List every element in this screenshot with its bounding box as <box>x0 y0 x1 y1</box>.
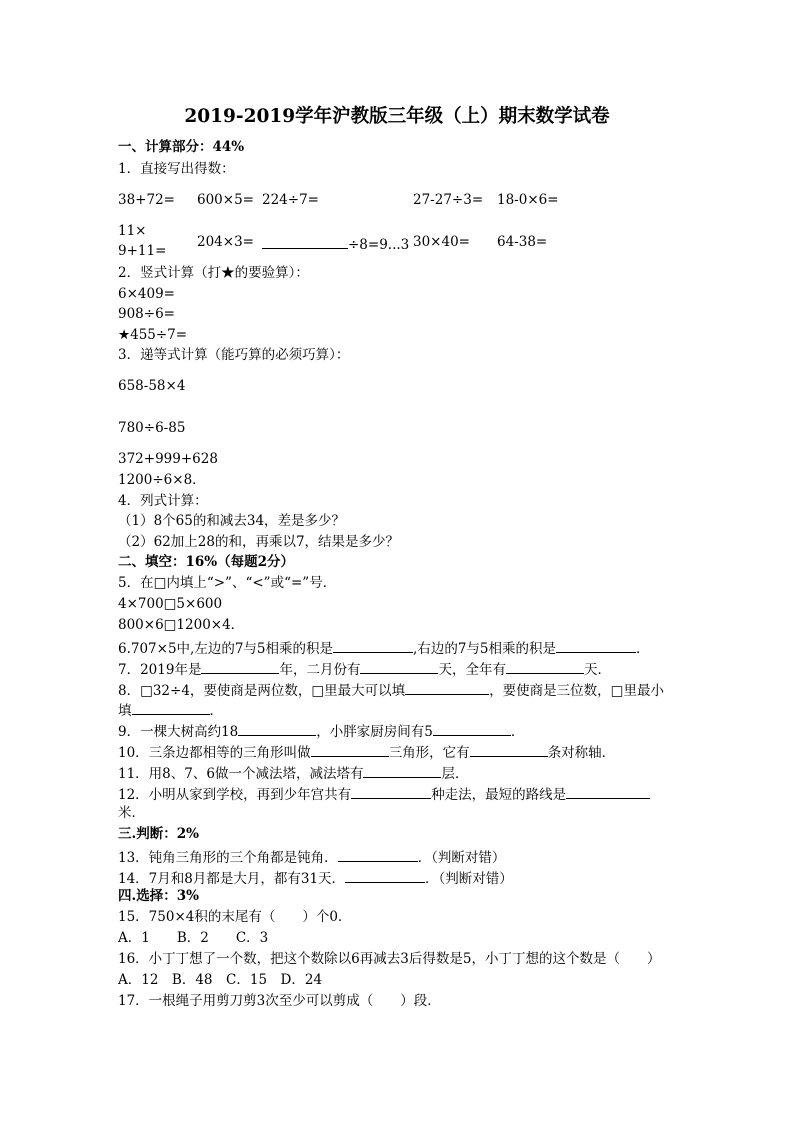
question-14: 14．7月和8月都是大月，都有31天． ．（判断对错） <box>118 871 513 887</box>
section-heading-choice: 四.选择：3% <box>118 888 199 904</box>
question-12: 12．小明从家到学校，再到少年宫共有 种走法，最短的路线是 <box>118 786 650 803</box>
calc-item: 600×5= <box>197 192 254 208</box>
answer-blank[interactable] <box>338 849 418 862</box>
question-9: 9．一棵大树高约18 ，小胖家厨房间有5 ． <box>118 724 525 740</box>
question-4: 4．列式计算： <box>118 493 208 509</box>
calc-item: 204×3= <box>197 234 254 250</box>
question-16: 16．小丁丁想了一个数，把这个数除以6再减去3后得数是5，小丁丁想的这个数是（ ） <box>118 951 661 967</box>
question-1: 1．直接写出得数： <box>118 161 235 177</box>
answer-blank[interactable] <box>360 661 438 674</box>
answer-blank[interactable] <box>405 682 489 695</box>
section-heading-judge: 三.判断：2% <box>118 826 199 842</box>
answer-blank[interactable] <box>566 786 650 799</box>
calc-item: 18-0×6= <box>497 192 559 208</box>
step-calc-item: 372+999+628 <box>118 451 218 467</box>
answer-blank[interactable] <box>433 723 511 736</box>
question-15-options: A．1 B．2 C．3 <box>118 930 269 946</box>
calc-item: 30×40= <box>413 234 470 250</box>
question-17: 17．一根绳子用剪刀剪3次至少可以剪成（ ）段． <box>118 993 441 1009</box>
section-heading-fill: 二、填空：16%（每题2分） <box>118 554 295 570</box>
section-heading-calculation: 一、计算部分：44% <box>118 139 245 155</box>
answer-blank[interactable] <box>262 236 348 249</box>
question-2: 2．竖式计算（打★的要验算）： <box>118 265 309 281</box>
step-calc-item: 658-58×4 <box>118 378 186 394</box>
answer-blank[interactable] <box>132 702 210 715</box>
calc-item: 38+72= <box>118 192 175 208</box>
question-12-cont: 米． <box>118 805 145 821</box>
question-16-options: A．12 B．48 C．15 D．24 <box>118 972 323 988</box>
question-7: 7．2019年是 年，二月份有 天，全年有 天． <box>118 662 611 678</box>
calc-item: 9+11= <box>118 243 167 259</box>
question-6: 6.707×5中,左边的7与5相乘的积是 ,右边的7与5相乘的积是 ． <box>118 641 650 657</box>
vertical-calc-item: ★455÷7= <box>118 327 188 343</box>
question-11: 11．用8、7、6做一个减法塔，减法塔有 层． <box>118 766 469 782</box>
vertical-calc-item: 6×409= <box>118 286 175 302</box>
question-13: 13．钝角三角形的三个角都是钝角． ．（判断对错） <box>118 850 506 866</box>
calc-item: 11× <box>118 223 147 239</box>
answer-blank[interactable] <box>351 786 431 799</box>
question-3: 3．递等式计算（能巧算的必须巧算）： <box>118 347 350 363</box>
answer-blank[interactable] <box>311 744 389 757</box>
answer-blank[interactable] <box>201 661 279 674</box>
step-calc-item: 780÷6-85 <box>118 420 186 436</box>
question-5: 5．在□内填上“>”、“<”或“=”号． <box>118 575 337 591</box>
question-10: 10．三条边都相等的三角形叫做 三角形，它有 条对称轴． <box>118 745 616 761</box>
compare-item: 4×700□5×600 <box>118 596 223 612</box>
answer-blank[interactable] <box>470 744 548 757</box>
answer-blank[interactable] <box>238 723 316 736</box>
word-problem: （1）8个65的和减去34，差是多少？ <box>118 513 346 529</box>
compare-item: 800×6□1200×4． <box>118 617 245 633</box>
question-8: 8．□32÷4，要使商是两位数，□里最大可以填 ，要使商是三位数，□里最小 <box>118 683 664 699</box>
step-calc-item: 1200÷6×8． <box>118 472 206 488</box>
calc-item: 27-27÷3= <box>413 192 484 208</box>
answer-blank[interactable] <box>556 640 636 653</box>
page-title: 2019-2019学年沪教版三年级（上）期末数学试卷 <box>184 106 610 127</box>
answer-blank[interactable] <box>333 640 413 653</box>
question-8-cont: 填 ． <box>118 703 223 719</box>
question-15: 15．750×4积的末尾有（ ）个0． <box>118 909 352 925</box>
calc-item: 224÷7= <box>262 192 319 208</box>
answer-blank[interactable] <box>363 765 441 778</box>
vertical-calc-item: 908÷6= <box>118 306 175 322</box>
answer-blank[interactable] <box>506 661 584 674</box>
answer-blank[interactable] <box>345 870 425 883</box>
calc-item: 64-38= <box>497 234 548 250</box>
calc-item: ÷8=9...3 <box>262 236 409 253</box>
word-problem: （2）62加上28的和，再乘以7，结果是多少？ <box>118 534 400 550</box>
